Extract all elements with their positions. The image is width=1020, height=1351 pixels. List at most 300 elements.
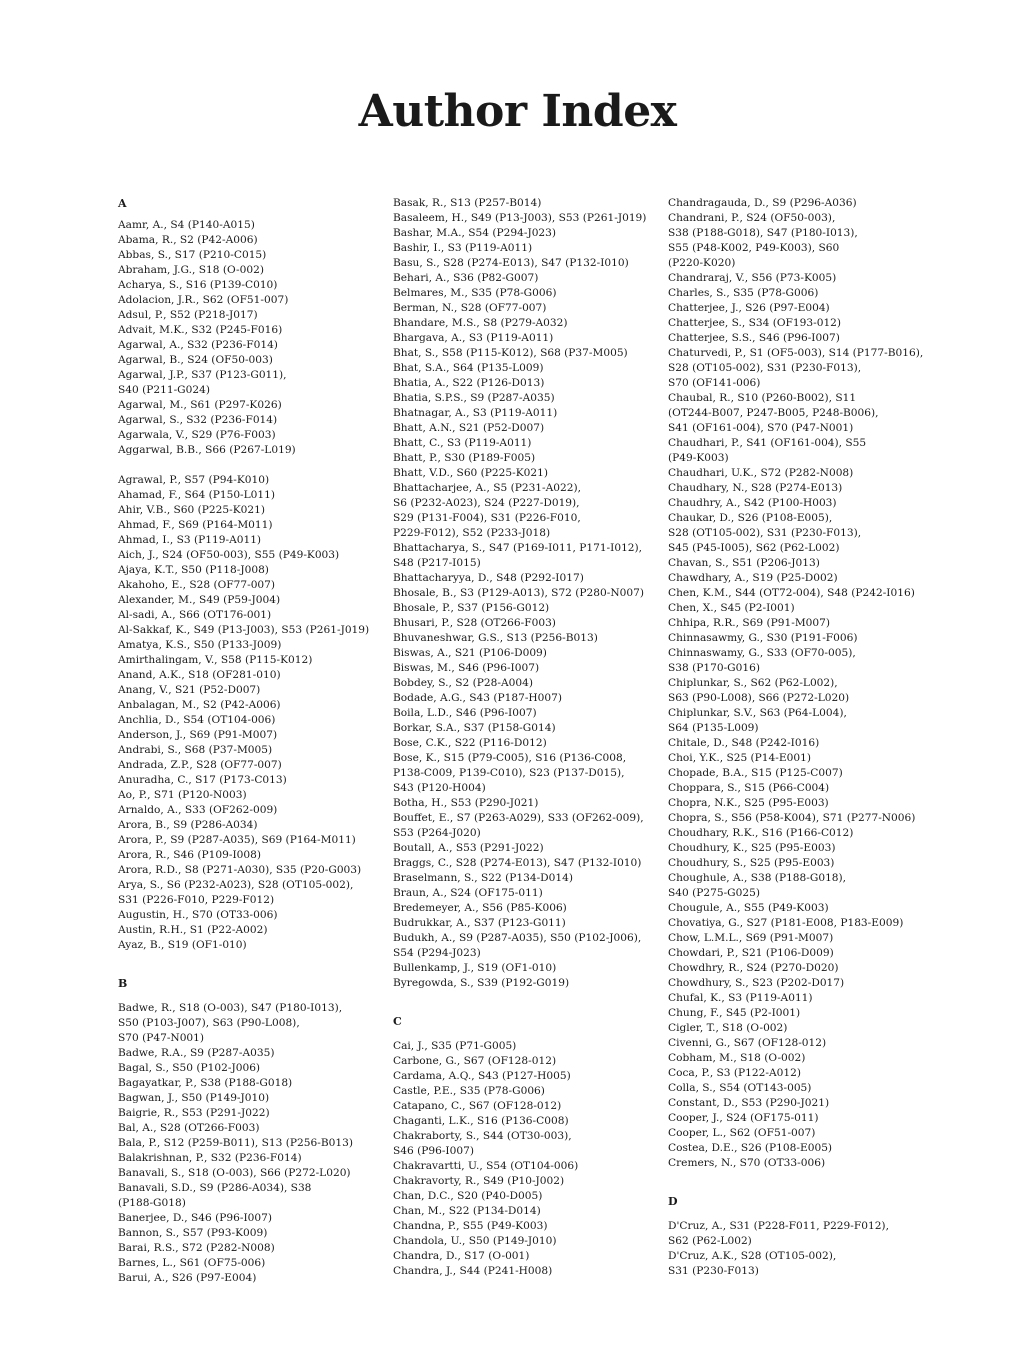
index-entry-line: Chowdhry, R., S24 (P270-D020)	[668, 962, 839, 974]
index-entry-line: S54 (P294-J023)	[393, 947, 481, 959]
index-entry-line: Arora, B., S9 (P286-A034)	[118, 819, 258, 831]
index-entry-line: Bhattacharjee, A., S5 (P231-A022),	[393, 482, 581, 494]
index-entry	[118, 308, 380, 323]
index-entry-line: Biswas, M., S46 (P96-I007)	[393, 662, 540, 674]
index-entry-line: Banavali, S., S18 (O-003), S66 (P272-L020)	[118, 1167, 351, 1179]
index-entry	[118, 1046, 380, 1061]
index-entry-line: S48 (P217-I015)	[393, 557, 481, 569]
index-entry-line: Chaturvedi, P., S1 (OF5-003), S14 (P177-B016),	[668, 347, 924, 359]
index-entry-line: Chatterjee, S.S., S46 (P96-I007)	[668, 332, 840, 344]
index-entry-line: Amirthalingam, V., S58 (P115-K012)	[118, 654, 313, 666]
index-entry	[668, 1219, 948, 1249]
index-entry	[668, 1066, 948, 1081]
index-entry-line: Arora, R., S46 (P109-I008)	[118, 849, 261, 861]
index-entry-line: Cardama, A.Q., S43 (P127-H005)	[393, 1070, 571, 1082]
index-entry-line: Bashar, M.A., S54 (P294-J023)	[393, 227, 557, 239]
index-entry	[393, 346, 661, 361]
index-entry	[668, 586, 948, 601]
index-entry	[118, 698, 380, 713]
index-entry	[393, 1204, 661, 1219]
index-entry	[393, 616, 661, 631]
index-entry	[118, 1121, 380, 1136]
index-entry-line: (P188-G018)	[118, 1197, 186, 1209]
index-entry	[668, 511, 948, 556]
index-entry	[118, 1256, 380, 1271]
index-entry-line: S45 (P45-I005), S62 (P62-L002)	[668, 542, 840, 554]
index-entry-line: Cooper, J., S24 (OF175-011)	[668, 1112, 819, 1124]
index-entry-line: Anderson, J., S69 (P91-M007)	[118, 729, 278, 741]
index-entry	[393, 1099, 661, 1114]
index-entry-line: Bagayatkar, P., S38 (P188-G018)	[118, 1077, 293, 1089]
index-entry-line: Chaubal, R., S10 (P260-B002), S11	[668, 392, 857, 404]
index-entry	[668, 931, 948, 946]
spacer	[118, 211, 380, 218]
index-entry	[118, 908, 380, 923]
index-entry-line: Ao, P., S71 (P120-N003)	[118, 789, 247, 801]
index-entry-line: Anang, V., S21 (P52-D007)	[118, 684, 261, 696]
index-entry	[668, 301, 948, 316]
index-entry-line: Boila, L.D., S46 (P96-I007)	[393, 707, 537, 719]
index-entry	[668, 901, 948, 916]
index-entry	[118, 428, 380, 443]
index-entry	[668, 826, 948, 841]
index-entry	[393, 1264, 661, 1279]
index-entry-line: P229-F012), S52 (P233-J018)	[393, 527, 551, 539]
index-entry	[393, 466, 661, 481]
index-entry	[393, 811, 661, 841]
index-entry-line: Bhattacharya, S., S47 (P169-I011, P171-I012),	[393, 542, 643, 554]
index-entry	[668, 961, 948, 976]
index-entry	[393, 751, 661, 796]
index-entry	[118, 1181, 380, 1211]
index-entry	[668, 391, 948, 436]
index-entry	[118, 923, 380, 938]
index-entry	[668, 331, 948, 346]
index-entry-line: Banerjee, D., S46 (P96-I007)	[118, 1212, 272, 1224]
index-entry-line: Chaudhary, N., S28 (P274-E013)	[668, 482, 843, 494]
index-entry	[393, 661, 661, 676]
index-entry	[118, 683, 380, 698]
index-entry	[668, 781, 948, 796]
index-entry	[393, 1234, 661, 1249]
index-entry-line: Agarwal, M., S61 (P297-K026)	[118, 399, 282, 411]
index-entry-line: Choudhary, R.K., S16 (P166-C012)	[668, 827, 854, 839]
index-entry-line: Bhandare, M.S., S8 (P279-A032)	[393, 317, 568, 329]
index-entry	[393, 481, 661, 541]
index-entry	[668, 841, 948, 856]
index-entry	[118, 1136, 380, 1151]
index-entry-line: Chowdari, P., S21 (P106-D009)	[668, 947, 834, 959]
index-entry	[668, 481, 948, 496]
index-entry-line: Budukh, A., S9 (P287-A035), S50 (P102-J006),	[393, 932, 642, 944]
index-entry-line: Cobham, M., S18 (O-002)	[668, 1052, 806, 1064]
index-entry-line: Agarwal, S., S32 (P236-F014)	[118, 414, 278, 426]
index-entry	[393, 451, 661, 466]
index-entry-line: Agrawal, P., S57 (P94-K010)	[118, 474, 270, 486]
index-entry	[668, 646, 948, 676]
index-entry-line: Balakrishnan, P., S32 (P236-F014)	[118, 1152, 302, 1164]
index-entry-line: Bagal, S., S50 (P102-J006)	[118, 1062, 261, 1074]
index-entry	[393, 376, 661, 391]
index-entry-line: Anbalagan, M., S2 (P42-A006)	[118, 699, 281, 711]
index-entry	[118, 413, 380, 428]
index-entry	[118, 863, 380, 878]
index-entry	[393, 976, 661, 991]
spacer	[118, 458, 380, 473]
index-entry	[118, 1076, 380, 1091]
index-entry-line: S70 (P47-N001)	[118, 1032, 205, 1044]
index-entry-line: S70 (OF141-006)	[668, 377, 761, 389]
index-entry	[118, 293, 380, 308]
index-entry-line: Chung, F., S45 (P2-I001)	[668, 1007, 801, 1019]
index-entry	[118, 668, 380, 683]
index-entry-line: Barnes, L., S61 (OF75-006)	[118, 1257, 266, 1269]
index-entry	[393, 256, 661, 271]
index-entry-line: Chandola, U., S50 (P149-J010)	[393, 1235, 557, 1247]
index-entry-line: Bhat, S., S58 (P115-K012), S68 (P37-M005)	[393, 347, 628, 359]
index-entry-line: Carbone, G., S67 (OF128-012)	[393, 1055, 557, 1067]
index-entry-line: Bhatt, P., S30 (P189-F005)	[393, 452, 536, 464]
index-entry-line: Al-sadi, A., S66 (OT176-001)	[118, 609, 272, 621]
index-entry-line: Al-Sakkaf, K., S49 (P13-J003), S53 (P261-J019)	[118, 624, 370, 636]
index-entry-line: Badwe, R.A., S9 (P287-A035)	[118, 1047, 275, 1059]
index-entry	[118, 593, 380, 608]
index-entry	[118, 1226, 380, 1241]
index-entry	[668, 811, 948, 826]
index-entry-line: Chandra, J., S44 (P241-H008)	[393, 1265, 553, 1277]
index-entry	[118, 233, 380, 248]
index-entry	[393, 886, 661, 901]
index-entry-line: Bhat, S.A., S64 (P135-L009)	[393, 362, 544, 374]
index-entry	[393, 901, 661, 916]
index-entry	[118, 713, 380, 728]
index-entry	[668, 616, 948, 631]
index-entry-line: Bagwan, J., S50 (P149-J010)	[118, 1092, 270, 1104]
index-entry-line: Bhatt, C., S3 (P119-A011)	[393, 437, 532, 449]
index-entry-line: Chougule, A., S55 (P49-K003)	[668, 902, 829, 914]
index-entry-line: Basaleem, H., S49 (P13-J003), S53 (P261-J019)	[393, 212, 647, 224]
index-entry-line: Bala, P., S12 (P259-B011), S13 (P256-B013)	[118, 1137, 353, 1149]
index-entry-line: S64 (P135-L009)	[668, 722, 759, 734]
index-entry-line: Anchlia, D., S54 (OT104-006)	[118, 714, 276, 726]
index-entry	[393, 271, 661, 286]
index-entry-line: Belmares, M., S35 (P78-G006)	[393, 287, 557, 299]
index-entry-line: Chopra, S., S56 (P58-K004), S71 (P277-N006)	[668, 812, 916, 824]
index-entry-line: Braggs, C., S28 (P274-E013), S47 (P132-I010)	[393, 857, 642, 869]
index-entry-line: Chavan, S., S51 (P206-J013)	[668, 557, 820, 569]
index-entry-line: Arnaldo, A., S33 (OF262-009)	[118, 804, 278, 816]
page-title: Author Index	[358, 86, 677, 137]
index-entry-line: Bobdey, S., S2 (P28-A004)	[393, 677, 533, 689]
index-entry	[118, 608, 380, 623]
index-entry-line: Akahoho, E., S28 (OF77-007)	[118, 579, 276, 591]
index-entry-line: Cooper, L., S62 (OF51-007)	[668, 1127, 816, 1139]
index-entry	[118, 743, 380, 758]
index-entry-line: Civenni, G., S67 (OF128-012)	[668, 1037, 827, 1049]
index-entry-line: Colla, S., S54 (OT143-005)	[668, 1082, 812, 1094]
index-entry	[118, 248, 380, 263]
index-entry	[118, 578, 380, 593]
index-entry-line: Baigrie, R., S53 (P291-J022)	[118, 1107, 270, 1119]
index-entry-line: Choppara, S., S15 (P66-C004)	[668, 782, 830, 794]
index-entry-line: Charles, S., S35 (P78-G006)	[668, 287, 819, 299]
index-entry-line: Andrabi, S., S68 (P37-M005)	[118, 744, 273, 756]
index-entry	[118, 833, 380, 848]
index-entry	[668, 976, 948, 991]
index-entry	[393, 916, 661, 931]
index-entry	[393, 541, 661, 571]
index-entry-line: Biswas, A., S21 (P106-D009)	[393, 647, 547, 659]
index-entry	[668, 736, 948, 751]
index-entry-line: Bhuvaneshwar, G.S., S13 (P256-B013)	[393, 632, 598, 644]
index-entry	[118, 788, 380, 803]
section-letter-a: A	[118, 197, 127, 210]
index-entry	[668, 751, 948, 766]
index-entry-line: Cai, J., S35 (P71-G005)	[393, 1040, 517, 1052]
index-entry-line: Ahmad, I., S3 (P119-A011)	[118, 534, 262, 546]
index-entry	[393, 796, 661, 811]
index-entry	[393, 1084, 661, 1099]
index-entry	[118, 638, 380, 653]
index-entry-line: Chow, L.M.L., S69 (P91-M007)	[668, 932, 834, 944]
index-entry	[668, 196, 948, 211]
spacer	[668, 1209, 948, 1219]
index-entry-line: Chawdhary, A., S19 (P25-D002)	[668, 572, 838, 584]
index-entry-line: S62 (P62-L002)	[668, 1235, 752, 1247]
index-entry-line: S31 (P230-F013)	[668, 1265, 759, 1277]
index-entry	[118, 1001, 380, 1046]
index-entry-line: Abama, R., S2 (P42-A006)	[118, 234, 258, 246]
index-entry	[393, 1174, 661, 1189]
index-entry-line: Boutall, A., S53 (P291-J022)	[393, 842, 544, 854]
index-entry	[668, 571, 948, 586]
index-entry	[118, 518, 380, 533]
index-entry	[393, 1069, 661, 1084]
index-entry	[118, 338, 380, 353]
index-entry-line: S28 (OT105-002), S31 (P230-F013),	[668, 362, 862, 374]
index-entry	[118, 848, 380, 863]
index-entry-line: Bhosale, P., S37 (P156-G012)	[393, 602, 550, 614]
index-entry-line: Ahir, V.B., S60 (P225-K021)	[118, 504, 265, 516]
index-entry-line: Chaudhari, P., S41 (OF161-004), S55	[668, 437, 867, 449]
index-entry-line: Chaudhari, U.K., S72 (P282-N008)	[668, 467, 854, 479]
index-entry	[668, 286, 948, 301]
index-entry	[393, 706, 661, 721]
index-entry	[393, 406, 661, 421]
index-entry	[393, 1054, 661, 1069]
index-column-3	[668, 196, 948, 1279]
index-entry-line: Austin, R.H., S1 (P22-A002)	[118, 924, 268, 936]
index-entry	[393, 736, 661, 751]
index-entry-line: Barai, R.S., S72 (P282-N008)	[118, 1242, 275, 1254]
index-column-1	[118, 196, 380, 1286]
index-entry-line: Basak, R., S13 (P257-B014)	[393, 197, 542, 209]
index-entry-line: Bhatt, A.N., S21 (P52-D007)	[393, 422, 545, 434]
index-entry	[118, 1271, 380, 1286]
index-entry-line: Bose, K., S15 (P79-C005), S16 (P136-C008,	[393, 752, 627, 764]
spacer	[393, 991, 661, 1014]
index-entry	[118, 1151, 380, 1166]
index-entry	[668, 1036, 948, 1051]
index-entry-line: Ayaz, B., S19 (OF1-010)	[118, 939, 247, 951]
spacer	[393, 1029, 661, 1039]
index-entry	[393, 331, 661, 346]
index-entry-line: Choudhury, S., S25 (P95-E003)	[668, 857, 835, 869]
index-entry-line: Constant, D., S53 (P290-J021)	[668, 1097, 830, 1109]
index-entry-line: (P220-K020)	[668, 257, 736, 269]
index-entry	[118, 368, 380, 398]
index-entry-line: Budrukkar, A., S37 (P123-G011)	[393, 917, 566, 929]
index-entry-line: (P49-K003)	[668, 452, 729, 464]
index-entry	[393, 1129, 661, 1159]
index-entry-line: Chan, M., S22 (P134-D014)	[393, 1205, 541, 1217]
index-entry	[393, 871, 661, 886]
index-entry	[393, 436, 661, 451]
index-entry-line: Braun, A., S24 (OF175-011)	[393, 887, 543, 899]
index-entry-line: Chopade, B.A., S15 (P125-C007)	[668, 767, 843, 779]
index-entry	[668, 676, 948, 706]
index-entry-line: S40 (P211-G024)	[118, 384, 210, 396]
index-entry-line: Bhatt, V.D., S60 (P225-K021)	[393, 467, 548, 479]
index-entry-line: Chakravartti, U., S54 (OT104-006)	[393, 1160, 579, 1172]
index-entry	[118, 488, 380, 503]
index-entry-line: S41 (OF161-004), S70 (P47-N001)	[668, 422, 854, 434]
index-entry-line: S55 (P48-K002, P49-K003), S60	[668, 242, 840, 254]
index-entry	[393, 211, 661, 226]
index-entry-line: Advait, M.K., S32 (P245-F016)	[118, 324, 283, 336]
index-entry	[393, 196, 661, 211]
index-entry-line: Ahmad, F., S69 (P164-M011)	[118, 519, 273, 531]
index-entry	[393, 1189, 661, 1204]
index-entry	[118, 878, 380, 908]
index-entry	[393, 241, 661, 256]
index-entry	[393, 721, 661, 736]
index-entry-line: Bouffet, E., S7 (P263-A029), S33 (OF262-009),	[393, 812, 644, 824]
index-entry	[118, 1091, 380, 1106]
index-entry	[118, 818, 380, 833]
index-entry-line: Chandna, P., S55 (P49-K003)	[393, 1220, 548, 1232]
index-entry	[393, 586, 661, 601]
index-entry	[668, 211, 948, 271]
index-entry-line: Chinnasawmy, G., S30 (P191-F006)	[668, 632, 858, 644]
index-entry	[118, 773, 380, 788]
index-entry	[668, 1096, 948, 1111]
index-entry-line: S46 (P96-I007)	[393, 1145, 474, 1157]
index-entry	[393, 856, 661, 871]
index-entry-line: S31 (P226-F010, P229-F012)	[118, 894, 275, 906]
index-entry	[118, 548, 380, 563]
index-entry-line: D'Cruz, A., S31 (P228-F011, P229-F012),	[668, 1220, 889, 1232]
index-entry	[668, 1111, 948, 1126]
index-entry	[118, 803, 380, 818]
index-entry	[393, 631, 661, 646]
index-entry	[668, 631, 948, 646]
index-entry	[668, 1126, 948, 1141]
index-entry-line: Byregowda, S., S39 (P192-G019)	[393, 977, 570, 989]
index-entry	[668, 556, 948, 571]
index-entry-line: (OT244-B007, P247-B005, P248-B006),	[668, 407, 879, 419]
index-entry	[668, 1021, 948, 1036]
index-entry-line: Agarwala, V., S29 (P76-F003)	[118, 429, 276, 441]
index-entry-line: Catapano, C., S67 (OF128-012)	[393, 1100, 562, 1112]
index-entry-line: Choi, Y.K., S25 (P14-E001)	[668, 752, 811, 764]
index-entry	[118, 1166, 380, 1181]
index-entry-line: S38 (P188-G018), S47 (P180-I013),	[668, 227, 858, 239]
index-entry-line: Chatterjee, J., S26 (P97-E004)	[668, 302, 830, 314]
index-entry	[118, 473, 380, 488]
index-entry	[393, 961, 661, 976]
index-entry-line: Chhipa, R.R., S69 (P91-M007)	[668, 617, 831, 629]
index-entry-line: Cigler, T., S18 (O-002)	[668, 1022, 788, 1034]
index-entry-line: Braselmann, S., S22 (P134-D014)	[393, 872, 573, 884]
index-entry-line: Ajaya, K.T., S50 (P118-J008)	[118, 564, 269, 576]
index-entry-line: Chandragauda, D., S9 (P296-A036)	[668, 197, 857, 209]
index-column-2	[393, 196, 661, 1279]
index-entry-line: Bodade, A.G., S43 (P187-H007)	[393, 692, 563, 704]
index-entry-line: S29 (P131-F004), S31 (P226-F010,	[393, 512, 581, 524]
index-entry-line: Choughule, A., S38 (P188-G018),	[668, 872, 847, 884]
index-entry	[393, 391, 661, 406]
index-entry	[668, 1156, 948, 1171]
index-entry-line: Chandra, D., S17 (O-001)	[393, 1250, 530, 1262]
index-entry	[118, 323, 380, 338]
index-entry-line: Bhatnagar, A., S3 (P119-A011)	[393, 407, 558, 419]
index-entry	[393, 571, 661, 586]
index-entry-line: S38 (P170-G016)	[668, 662, 760, 674]
index-entry	[393, 676, 661, 691]
index-entry	[393, 1219, 661, 1234]
index-entry-line: P138-C009, P139-C010), S23 (P137-D015),	[393, 767, 625, 779]
index-entry	[393, 841, 661, 856]
index-entry	[668, 436, 948, 466]
index-entry-line: Castle, P.E., S35 (P78-G006)	[393, 1085, 545, 1097]
index-entry	[668, 1141, 948, 1156]
index-entry-line: Bhusari, P., S28 (OT266-F003)	[393, 617, 556, 629]
index-entry	[393, 286, 661, 301]
spacer	[118, 953, 380, 976]
index-entry	[118, 533, 380, 548]
index-entry	[393, 421, 661, 436]
index-entry	[393, 301, 661, 316]
index-entry-line: Chaudhry, A., S42 (P100-H003)	[668, 497, 837, 509]
index-entry-line: Chaukar, D., S26 (P108-E005),	[668, 512, 833, 524]
index-entry-line: Borkar, S.A., S37 (P158-G014)	[393, 722, 556, 734]
index-entry	[118, 938, 380, 953]
index-entry-line: Choudhury, K., S25 (P95-E003)	[668, 842, 836, 854]
index-entry	[668, 601, 948, 616]
index-entry	[668, 796, 948, 811]
index-entry	[668, 871, 948, 901]
index-entry-line: Barui, A., S26 (P97-E004)	[118, 1272, 257, 1284]
index-entry-line: Chinnaswamy, G., S33 (OF70-005),	[668, 647, 856, 659]
index-entry-line: Bhatia, S.P.S., S9 (P287-A035)	[393, 392, 555, 404]
index-entry	[118, 398, 380, 413]
index-entry-line: S28 (OT105-002), S31 (P230-F013),	[668, 527, 862, 539]
index-entry-line: Coca, P., S3 (P122-A012)	[668, 1067, 801, 1079]
index-entry	[393, 226, 661, 241]
index-entry	[118, 1211, 380, 1226]
index-entry	[668, 1249, 948, 1279]
index-entry-line: Abbas, S., S17 (P210-C015)	[118, 249, 267, 261]
index-entry-line: Bannon, S., S57 (P93-K009)	[118, 1227, 268, 1239]
index-entry-line: Badwe, R., S18 (O-003), S47 (P180-I013),	[118, 1002, 343, 1014]
index-entry-line: Bullenkamp, J., S19 (OF1-010)	[393, 962, 557, 974]
index-entry-line: Arora, R.D., S8 (P271-A030), S35 (P20-G003)	[118, 864, 362, 876]
index-entry-line: Alexander, M., S49 (P59-J004)	[118, 594, 281, 606]
index-entry-line: Chandrani, P., S24 (OF50-003),	[668, 212, 836, 224]
index-entry-line: Anuradha, C., S17 (P173-C013)	[118, 774, 287, 786]
index-entry	[393, 646, 661, 661]
